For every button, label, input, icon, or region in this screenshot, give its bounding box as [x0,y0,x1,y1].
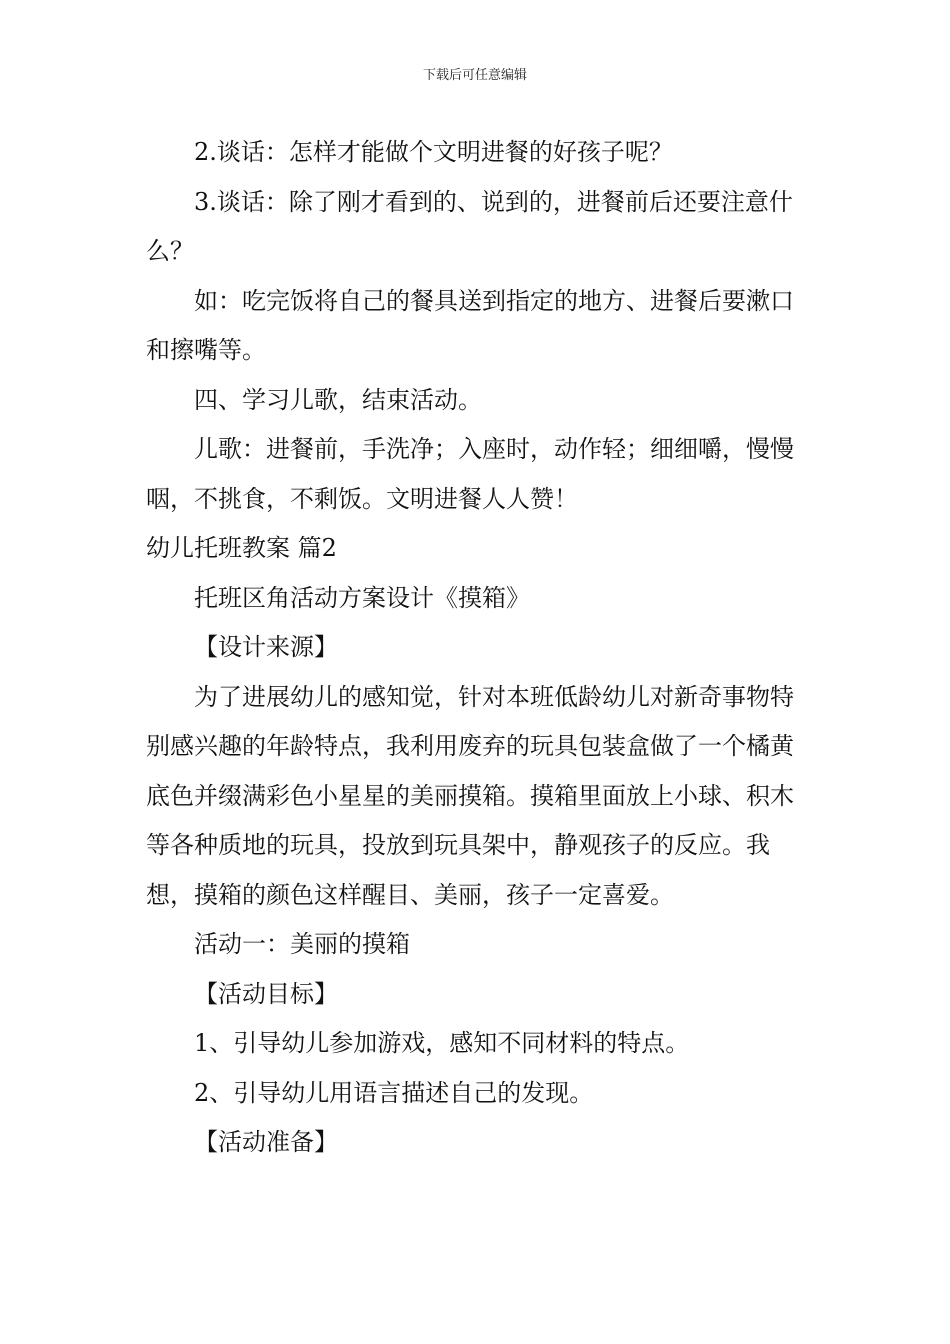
heading-activity-preparation: 【活动准备】 [194,1128,338,1156]
paragraph-nursery-rhyme: 儿歌：进餐前，手洗净；入座时，动作轻；细细嚼，慢慢咽，不挑食，不剩饭。文明进餐人人赞！ [146,435,794,513]
goal-item-1: 1、引导幼儿参加游戏，感知不同材料的特点。 [194,1029,690,1057]
paragraph-section-four: 四、学习儿歌，结束活动。 [194,385,482,414]
heading-activity-goals: 【活动目标】 [194,979,338,1008]
paragraph-example: 如：吃完饭将自己的餐具送到指定的地方、进餐后要漱口和擦嘴等。 [146,286,794,364]
paragraph-discussion-2: 2.谈话：怎样才能做个文明进餐的好孩子呢？ [194,138,673,166]
section-title: 幼儿托班教案 篇2 [146,534,337,562]
document-body [146,128,806,1168]
heading-design-source: 【设计来源】 [194,633,338,661]
paragraph-design-source: 为了进展幼儿的感知觉，针对本班低龄幼儿对新奇事物特别感兴趣的年龄特点，我利用废弃的玩具包装盒做了一个橘黄底色并缀满彩色小星星的美丽摸箱。摸箱里面放上小球、积木等各种质地的玩具，投放到玩具架中，静观孩子的反应。我想，摸箱的颜色这样醒目、美丽，孩子一定喜爱。 [146,682,794,909]
activity-one-title: 活动一：美丽的摸箱 [194,930,410,958]
page-header-note: 下载后可任意编辑 [422,68,527,83]
paragraph-discussion-3: 3.谈话：除了刚才看到的、说到的，进餐前后还要注意什么？ [146,187,793,265]
activity-plan-title: 托班区角活动方案设计《摸箱》 [194,583,530,612]
goal-item-2: 2、引导幼儿用语言描述自己的发现。 [194,1078,594,1107]
